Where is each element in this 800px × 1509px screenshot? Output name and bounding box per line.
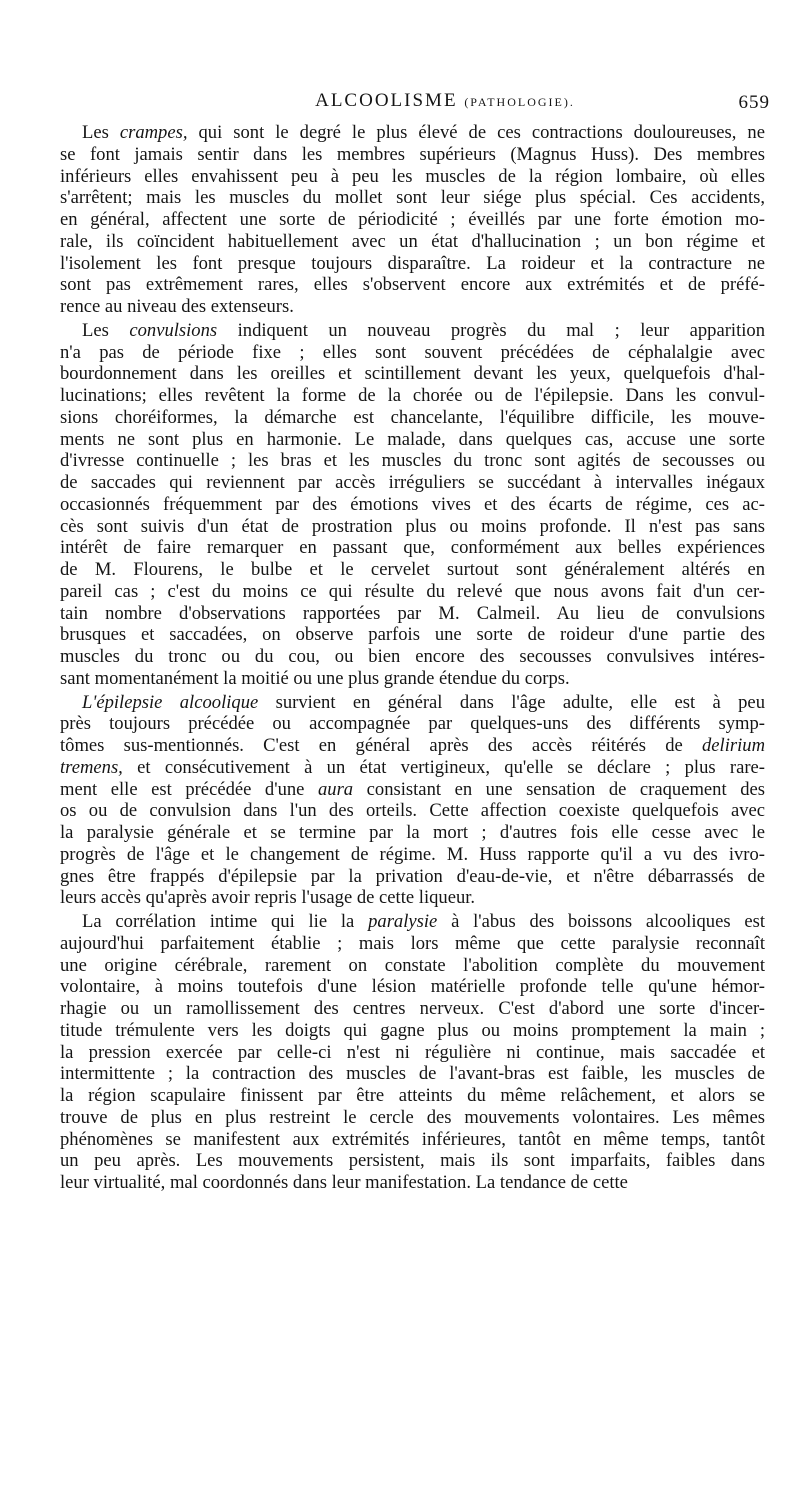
text-line — [60, 122, 765, 144]
text-line — [60, 887, 765, 909]
text-line — [60, 363, 765, 385]
paragraph — [60, 320, 765, 690]
text-line — [60, 646, 765, 668]
text-line — [60, 713, 765, 735]
italic-run: paralysie — [368, 911, 438, 932]
text-line — [60, 624, 765, 646]
text-line — [60, 559, 765, 581]
text-run: sant momentanément la moitié ou une plus grande étendue du corps. — [60, 667, 570, 689]
text-run: et consécutivement à un état vertigineux, qu'elle se déclare ; plus rare- — [122, 756, 765, 778]
text-run: leurs accès qu'après avoir repris l'usage de cette liqueur. — [60, 887, 476, 909]
text-line — [60, 581, 765, 603]
text-run: la paralysie générale et se termine par la mort ; d'autres fois elle cesse avec le — [60, 822, 765, 843]
text-run: muscles du tronc ou du cou, ou bien encore des secousses convulsives intéres- — [60, 646, 765, 667]
italic-run: delirium — [701, 735, 765, 756]
text-line — [60, 1042, 765, 1064]
text-line — [60, 296, 765, 318]
text-run: phénomènes se manifestent aux extrémités inférieures, tantôt en même temps, tantôt — [60, 1128, 765, 1150]
text-run: une origine cérébrale, rarement on constate l'abolition complète du mouvement — [60, 954, 765, 976]
text-run: indiquent un nouveau progrès du mal ; leur apparition — [217, 319, 765, 341]
text-run: ment elle est précédée d'une — [60, 778, 318, 800]
text-run: ments ne sont plus en harmonie. Le malade, dans quelques cas, accuse une sorte — [60, 428, 765, 450]
text-run: qui sont le degré le plus élevé de ces contractions douloureuses, ne — [187, 122, 765, 143]
text-line — [60, 516, 765, 538]
text-run: de M. Flourens, le bulbe et le cervelet surtout sont généralement altérés en — [60, 559, 765, 580]
text-line — [60, 385, 765, 407]
text-run: rence au niveau des extenseurs. — [60, 296, 294, 317]
text-run: la pression exercée par celle-ci n'est ni régulière ni continue, mais saccadée et — [60, 1041, 765, 1063]
text-line — [60, 342, 765, 364]
text-run: la région scapulaire finissent par être atteints du même relâchement, et alors se — [60, 1085, 765, 1106]
text-run: se font jamais sentir dans les membres supérieurs (Magnus Huss). Des membres — [60, 143, 765, 165]
text-run: lucinations; elles revêtent la forme de la chorée ou de l'épilepsie. Dans les convul- — [60, 385, 765, 406]
text-line — [60, 735, 765, 757]
text-run: l'isolement les font presque toujours disparaître. La roideur et la contracture ne — [60, 252, 765, 274]
text-run: volontaire, à moins toutefois d'une lésion matérielle profonde telle qu'une hémor- — [60, 976, 765, 998]
text-line — [60, 800, 765, 822]
text-line — [60, 494, 765, 516]
text-run: rhagie ou un ramollissement des centres nerveux. C'est d'abord une sorte d'incer- — [60, 998, 765, 1019]
text-line — [60, 911, 765, 933]
text-run: La corrélation intime qui lie la — [82, 911, 369, 932]
text-run: rale, ils coïncident habituellement avec un état d'hallucination ; un bon régime et — [60, 230, 765, 252]
text-line — [60, 933, 765, 955]
italic-run: crampes, — [119, 122, 188, 143]
text-line — [60, 955, 765, 977]
text-run: intermittente ; la contraction des muscles de l'avant-bras est faible, les muscles de — [60, 1063, 765, 1085]
page-number: 659 — [738, 92, 770, 113]
text-run: sont pas extrêmement rares, elles s'observent encore aux extrémités et de préfé- — [60, 274, 765, 296]
text-run: cès sont suivis d'un état de prostration plus ou moins profonde. Il n'est pas sans — [60, 515, 765, 537]
text-run: bourdonnement dans les oreilles et scintillement devant les yeux, quelquefois d'hal- — [60, 363, 765, 385]
italic-run: L'épilepsie alcoolique — [82, 691, 259, 713]
text-run: progrès de l'âge et le changement de régime. M. Huss rapporte qu'il a vu des ivro- — [60, 843, 765, 865]
text-line — [60, 1085, 765, 1107]
text-line — [60, 822, 765, 844]
text-line — [60, 757, 765, 779]
text-run: consistant en une sensation de craquement des — [353, 778, 765, 800]
text-run: trouve de plus en plus restreint le cercle des mouvements volontaires. Les mêmes — [60, 1106, 765, 1128]
text-run: pareil cas ; c'est du moins ce qui résulte du relevé que nous avons fait d'un cer- — [60, 580, 765, 602]
text-run: titude trémulente vers les doigts qui gagne plus ou moins promptement la main ; — [60, 1019, 765, 1041]
body-text — [60, 122, 765, 1194]
text-line — [60, 187, 765, 209]
text-line — [60, 1129, 765, 1151]
text-line — [60, 144, 765, 166]
text-line — [60, 274, 765, 296]
text-line — [60, 231, 765, 253]
text-run: près toujours précédée ou accompagnée par quelques-uns des différents symp- — [60, 713, 765, 735]
text-run: Les — [82, 319, 130, 341]
text-run: un peu après. Les mouvements persistent, mais ils sont imparfaits, faibles dans — [60, 1150, 765, 1172]
text-run: survient en général dans l'âge adulte, elle est à peu — [258, 691, 765, 713]
text-run: os ou de convulsion dans l'un des orteils. Cette affection coexiste quelquefois avec — [60, 800, 765, 822]
text-run: leur virtualité, mal coordonnés dans leur manifestation. La tendance de cette — [60, 1172, 628, 1193]
text-line — [60, 320, 765, 342]
text-line — [60, 1107, 765, 1129]
paragraph — [60, 911, 765, 1194]
text-line — [60, 779, 765, 801]
text-line — [60, 1020, 765, 1042]
running-header — [80, 90, 770, 116]
text-run: occasionnés fréquemment par des émotions vives et des écarts de régime, ces ac- — [60, 493, 765, 515]
text-run: intérêt de faire remarquer en passant que, conformément aux belles expériences — [60, 537, 765, 559]
text-line — [60, 603, 765, 625]
text-run: Les — [82, 122, 120, 143]
text-run: en général, affectent une sorte de périodicité ; éveillés par une forte émotion mo- — [60, 209, 765, 230]
text-run: brusques et saccadées, on observe parfois une sorte de roideur d'une partie des — [60, 624, 765, 646]
text-line — [60, 407, 765, 429]
text-run: tômes sus-mentionnés. C'est en général après des accès réitérés de — [60, 735, 702, 756]
text-line — [60, 998, 765, 1020]
text-run: inférieurs elles envahissent peu à peu les muscles de la région lombaire, où elles — [60, 165, 765, 187]
text-line — [60, 472, 765, 494]
text-line — [60, 166, 765, 188]
text-line — [60, 1172, 765, 1194]
text-run: n'a pas de période fixe ; elles sont souvent précédées de céphalalgie avec — [60, 341, 765, 363]
text-line — [60, 866, 765, 888]
text-line — [60, 209, 765, 231]
text-run: d'ivresse continuelle ; les bras et les muscles du tronc sont agités de secousses ou — [60, 450, 765, 472]
paragraph — [60, 692, 765, 910]
text-line — [60, 976, 765, 998]
text-run: à l'abus des boissons alcooliques est — [437, 911, 765, 932]
text-line — [60, 1150, 765, 1172]
running-title — [80, 90, 770, 112]
text-line — [60, 1063, 765, 1085]
text-line — [60, 429, 765, 451]
text-line — [60, 844, 765, 866]
text-line — [60, 692, 765, 714]
text-line — [60, 668, 765, 690]
running-title-main: ALCOOLISME — [315, 90, 458, 111]
text-line — [60, 253, 765, 275]
italic-run: aura — [317, 778, 354, 800]
text-run: sions choréiformes, la démarche est chancelante, l'équilibre difficile, les mouve- — [60, 406, 765, 428]
paragraph — [60, 122, 765, 318]
text-run: de saccades qui reviennent par accès irréguliers se succédant à intervalles inégaux — [60, 472, 765, 493]
italic-run: convulsions — [129, 319, 218, 341]
italic-run: tremens, — [60, 756, 123, 778]
text-run: tain nombre d'observations rapportées par M. Calmeil. Au lieu de convulsions — [60, 602, 765, 624]
text-run: gnes être frappés d'épilepsie par la privation d'eau-de-vie, et n'être débarrassés de — [60, 865, 765, 887]
text-run: aujourd'hui parfaitement établie ; mais lors même que cette paralysie reconnaît — [60, 932, 765, 954]
text-line — [60, 537, 765, 559]
text-line — [60, 450, 765, 472]
text-run: s'arrêtent; mais les muscles du mollet sont leur siége plus spécial. Ces accidents, — [60, 187, 765, 209]
running-title-sub: (PATHOLOGIE). — [464, 95, 575, 109]
